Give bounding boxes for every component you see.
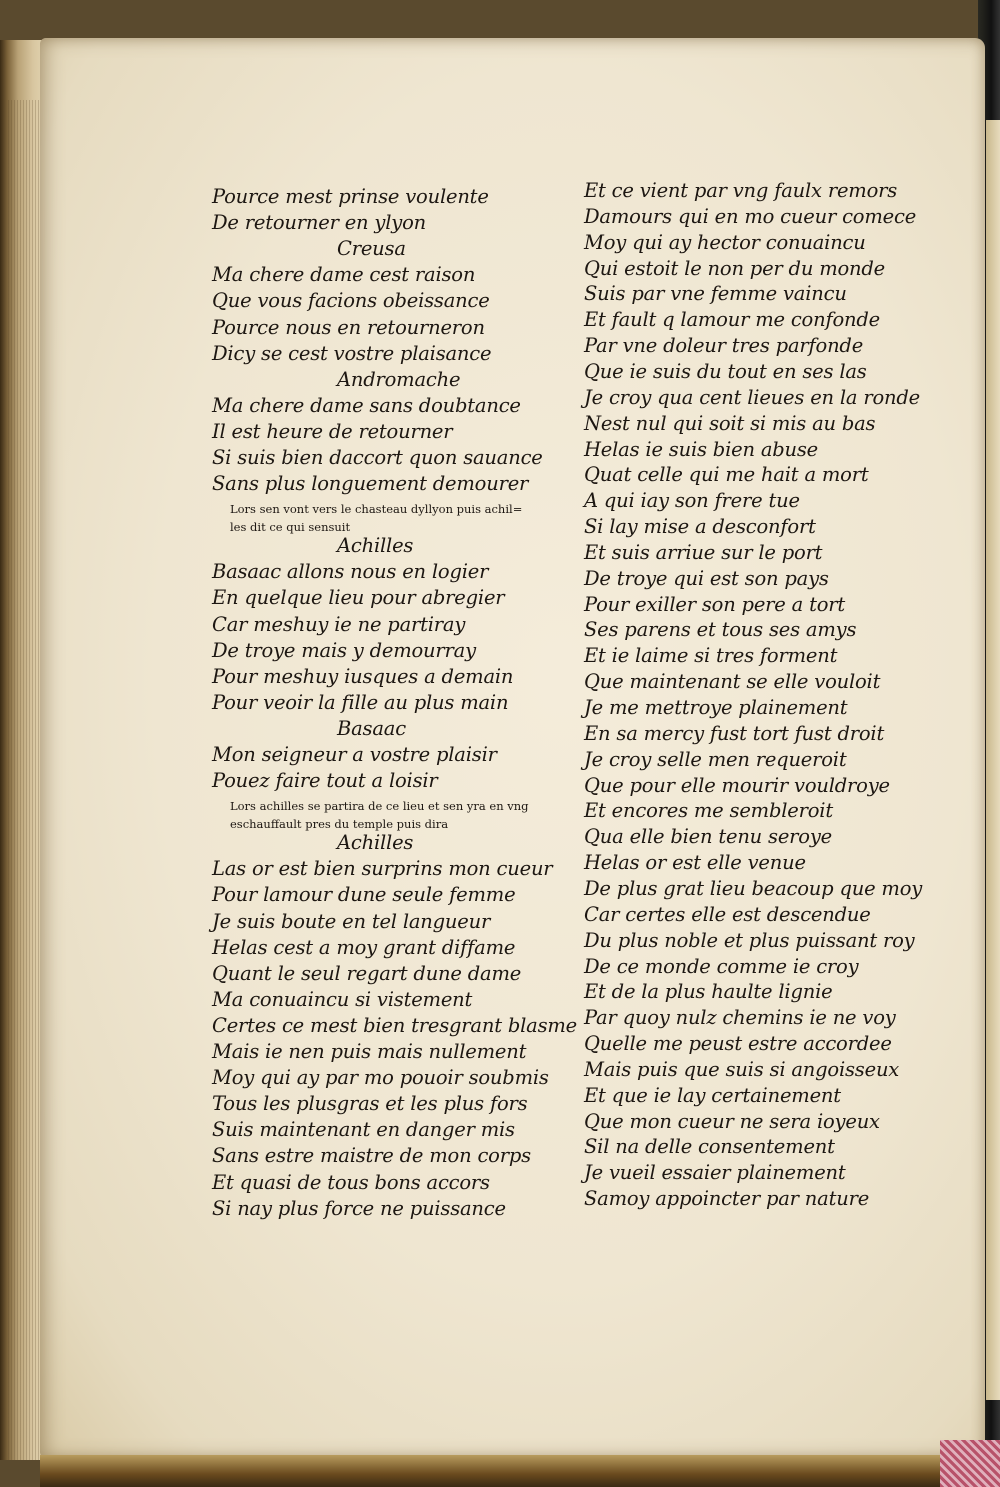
- verse-line: Ses parens et tous ses amys: [584, 618, 857, 642]
- verse-line: Mon seigneur a vostre plaisir: [212, 743, 497, 766]
- verse-line: Et ie laime si tres forment: [584, 644, 838, 668]
- verse-line: Et encores me sembleroit: [584, 799, 833, 823]
- verse-line: Par vne doleur tres parfonde: [584, 334, 864, 358]
- verse-line: Moy qui ay par mo pouoir soubmis: [212, 1066, 549, 1090]
- verse-line: Que ie suis du tout en ses las: [584, 359, 867, 383]
- stage-direction: Lors sen vont vers le chasteau dyllyon puis achil=: [230, 502, 523, 517]
- verse-line: Et suis arriue sur le port: [584, 540, 823, 564]
- verse-line: Pource nous en retourneron: [212, 315, 485, 339]
- verse-line: Pour lamour dune seule femme: [212, 883, 516, 907]
- verse-line: Et de la plus haulte lignie: [584, 980, 833, 1004]
- verse-line: Que mon cueur ne sera ioyeux: [584, 1109, 880, 1133]
- verse-line: Sans plus longuement demourer: [212, 472, 529, 496]
- verse-line: Et quasi de tous bons accors: [212, 1170, 490, 1194]
- verse-line: Par quoy nulz chemins ie ne voy: [584, 1006, 896, 1030]
- verse-line: Helas cest a moy grant diffame: [212, 935, 516, 959]
- speaker-name: Achilles: [337, 831, 414, 855]
- verse-line: Si nay plus force ne puissance: [212, 1196, 506, 1220]
- verse-line: Quat celle qui me hait a mort: [584, 463, 869, 487]
- verse-line: Que vous facions obeissance: [212, 289, 490, 313]
- verse-line: Basaac allons nous en logier: [212, 560, 489, 584]
- right-text-column: [584, 179, 944, 1211]
- stage-direction: les dit ce qui sensuit: [230, 520, 351, 535]
- verse-line: Moy qui ay hector conuaincu: [584, 230, 866, 254]
- verse-line: Las or est bien surprins mon cueur: [212, 857, 553, 881]
- verse-line: Qua elle bien tenu seroye: [584, 825, 832, 849]
- verse-line: De retourner en ylyon: [212, 211, 426, 235]
- left-text-column: [212, 185, 578, 1220]
- verse-line: Nest nul qui soit si mis au bas: [584, 411, 876, 435]
- verse-line: Samoy appoincter par nature: [584, 1187, 870, 1211]
- verse-line: Quant le seul regart dune dame: [212, 961, 522, 985]
- verse-line: De troye mais y demourray: [212, 638, 476, 662]
- verse-line: Mais ie nen puis mais nullement: [212, 1040, 527, 1063]
- speaker-name: Basaac: [337, 716, 406, 740]
- verse-line: Tous les plusgras et les plus fors: [212, 1092, 528, 1116]
- facing-page-edge: [986, 120, 1000, 1400]
- book-bottom-edge: [40, 1455, 985, 1487]
- verse-line: Je vueil essaier plainement: [584, 1161, 846, 1185]
- verse-line: Car meshuy ie ne partiray: [212, 612, 466, 636]
- verse-line: Helas ie suis bien abuse: [584, 437, 819, 461]
- verse-line: Dicy se cest vostre plaisance: [212, 341, 492, 365]
- verse-line: De plus grat lieu beacoup que moy: [584, 876, 923, 900]
- verse-line: Et que ie lay certainement: [584, 1083, 841, 1107]
- verse-line: En quelque lieu pour abregier: [212, 586, 505, 610]
- verse-line: En sa mercy fust tort fust droit: [584, 721, 885, 745]
- verse-line: Je croy selle men requeroit: [584, 747, 847, 771]
- stage-direction: eschauffault pres du temple puis dira: [230, 817, 449, 832]
- verse-line: Damours qui en mo cueur comece: [584, 204, 917, 228]
- speaker-name: Andromache: [337, 367, 461, 391]
- verse-line: Pour veoir la fille au plus main: [212, 690, 509, 714]
- verse-line: Pour meshuy iusques a demain: [212, 664, 514, 688]
- verse-line: Sans estre maistre de mon corps: [212, 1144, 531, 1168]
- verse-line: Qui estoit le non per du monde: [584, 256, 886, 280]
- verse-line: Pource mest prinse voulente: [212, 185, 489, 208]
- verse-line: Je suis boute en tel langueur: [212, 909, 491, 933]
- verse-line: Si lay mise a desconfort: [584, 515, 816, 539]
- verse-line: Suis maintenant en danger mis: [212, 1118, 515, 1142]
- verse-line: Quelle me peust estre accordee: [584, 1032, 892, 1056]
- verse-line: Ma conuaincu si vistement: [212, 987, 473, 1011]
- verse-line: Ma chere dame cest raison: [212, 263, 476, 287]
- verse-line: Ma chere dame sans doubtance: [212, 393, 521, 417]
- stage-direction: Lors achilles se partira de ce lieu et sen yra en vng: [230, 799, 529, 814]
- verse-line: Je me mettroye plainement: [584, 696, 848, 719]
- verse-line: A qui iay son frere tue: [584, 489, 800, 513]
- verse-line: Et ce vient par vng faulx remors: [584, 179, 898, 202]
- verse-line: Sil na delle consentement: [584, 1135, 835, 1159]
- verse-line: Que maintenant se elle vouloit: [584, 670, 881, 694]
- verse-line: Que pour elle mourir vouldroye: [584, 773, 890, 797]
- verse-line: Et fault q lamour me confonde: [584, 308, 880, 332]
- verse-line: Je croy qua cent lieues en la ronde: [584, 385, 920, 409]
- verse-line: Pour exiller son pere a tort: [584, 592, 846, 616]
- verse-line: De ce monde comme ie croy: [584, 954, 859, 978]
- corner-fabric: [940, 1440, 1000, 1487]
- verse-line: Du plus noble et plus puissant roy: [584, 928, 915, 952]
- verse-line: Helas or est elle venue: [584, 851, 806, 875]
- verse-line: Si suis bien daccort quon sauance: [212, 446, 543, 469]
- verse-line: Suis par vne femme vaincu: [584, 282, 847, 306]
- speaker-name: Creusa: [337, 237, 406, 261]
- verse-line: Pouez faire tout a loisir: [212, 769, 438, 793]
- verse-line: Car certes elle est descendue: [584, 902, 871, 926]
- verse-line: Mais puis que suis si angoisseux: [584, 1057, 900, 1081]
- verse-line: De troye qui est son pays: [584, 566, 829, 590]
- speaker-name: Achilles: [337, 534, 414, 558]
- verse-line: Certes ce mest bien tresgrant blasme: [212, 1013, 578, 1037]
- verse-line: Il est heure de retourner: [212, 419, 453, 443]
